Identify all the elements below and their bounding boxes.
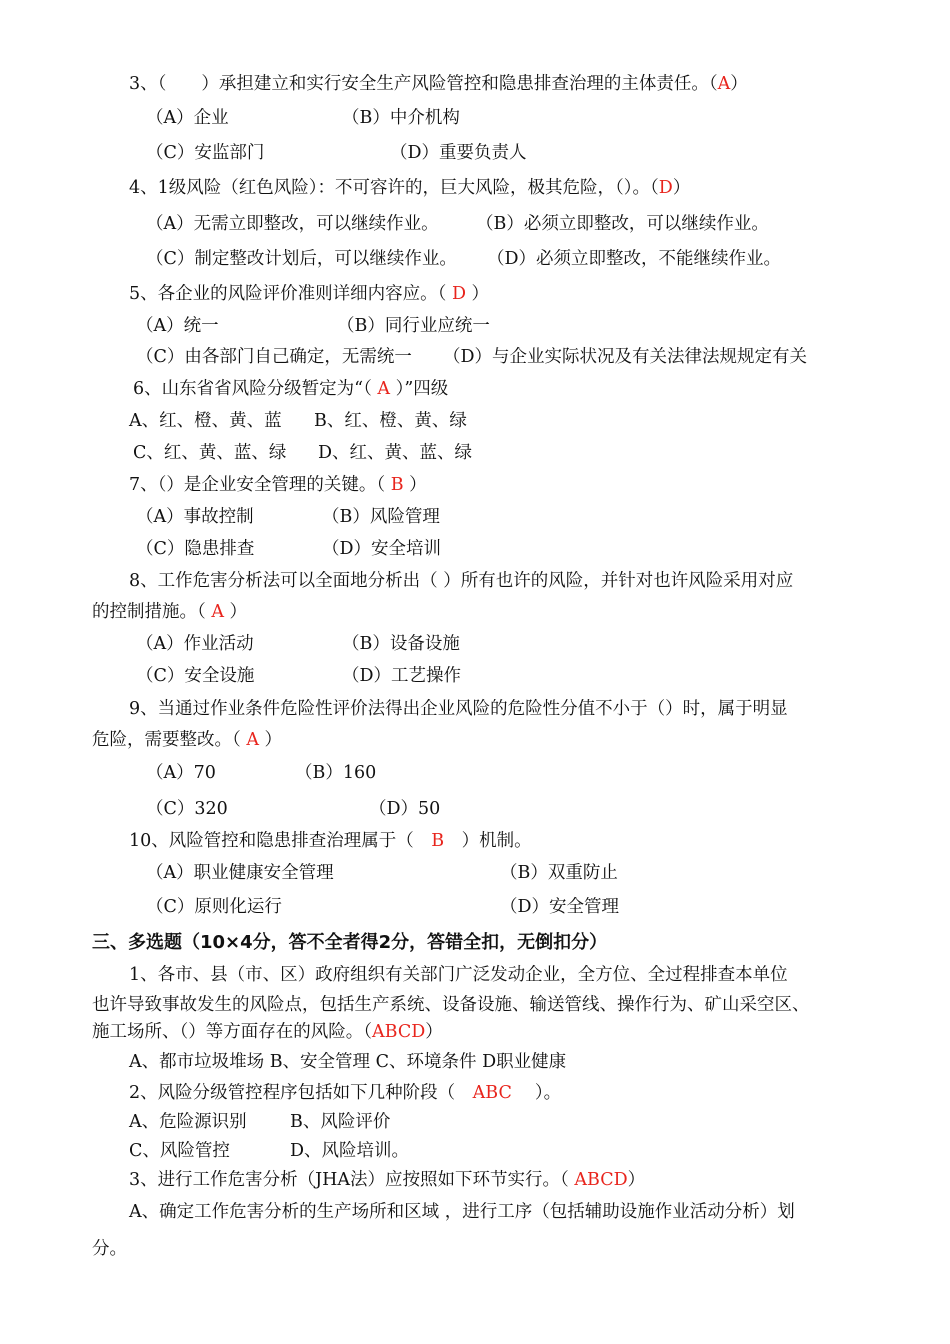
option-a: （A）职业健康安全管理 bbox=[146, 863, 334, 883]
question-10-stem: 10、风险管控和隐患排查治理属于（ B ）机制。 bbox=[129, 831, 532, 851]
option-b: （B）设备设施 bbox=[342, 634, 460, 654]
option-b: （B）中介机构 bbox=[342, 108, 460, 128]
answer-mark: ABC bbox=[472, 1083, 512, 1103]
option-a: （A）70 bbox=[146, 763, 216, 783]
multi-question-1-line1: 1、各市、县（市、区）政府组织有关部门广泛发动企业，全方位、全过程排查本单位 bbox=[129, 965, 788, 985]
option-d: （D）重要负责人 bbox=[390, 143, 527, 163]
option-b: B、风险评价 bbox=[290, 1112, 391, 1132]
option-b: （B）同行业应统一 bbox=[337, 316, 490, 336]
answer-mark: B bbox=[431, 831, 445, 851]
option-c: C、风险管控 bbox=[129, 1141, 230, 1161]
option-b: （B）风险管理 bbox=[322, 507, 440, 527]
option-a: A、危险源识别 bbox=[129, 1112, 247, 1132]
option-c: （C）安全设施 bbox=[136, 666, 255, 686]
question-9-stem-cont: 危险，需要整改。（ A ） bbox=[92, 730, 283, 750]
option-d: （D）必须立即整改，不能继续作业。 bbox=[487, 249, 782, 269]
option-c: （C）由各部门自己确定，无需统一 bbox=[136, 347, 412, 367]
option-a: （A）作业活动 bbox=[136, 634, 254, 654]
option-a: （A）统一 bbox=[136, 316, 219, 336]
option-d: （D）50 bbox=[369, 799, 441, 819]
question-5-stem: 5、各企业的风险评价准则详细内容应。（ D ） bbox=[129, 284, 490, 304]
section-heading: 三、多选题（10×4分，答不全者得2分，答错全扣，无倒扣分） bbox=[92, 932, 608, 953]
option-c: （C）原则化运行 bbox=[146, 897, 282, 917]
multi-question-1-options: A、都市垃圾堆场 B、安全管理 C、环境条件 D职业健康 bbox=[129, 1052, 567, 1072]
option-d: （D）安全培训 bbox=[322, 539, 442, 559]
option-c: C、红、黄、蓝、绿 bbox=[133, 443, 287, 463]
question-8-stem-cont: 的控制措施。（ A ） bbox=[92, 602, 248, 622]
multi-question-2-stem: 2、风险分级管控程序包括如下几种阶段（ ABC ）。 bbox=[129, 1083, 562, 1103]
option-a: （A）事故控制 bbox=[136, 507, 254, 527]
question-8-stem: 8、工作危害分析法可以全面地分析出（ ）所有也许的风险，并针对也许风险采用对应 bbox=[129, 571, 794, 591]
option-b: （B）双重防止 bbox=[500, 863, 618, 883]
answer-mark: ABCD bbox=[372, 1022, 426, 1042]
answer-mark: B bbox=[390, 475, 404, 495]
option-c: （C）隐患排查 bbox=[136, 539, 255, 559]
answer-mark: D bbox=[451, 284, 466, 304]
answer-mark: A bbox=[717, 74, 731, 94]
multi-question-1-line2: 也许导致事故发生的风险点，包括生产系统、设备设施、输送管线、操作行为、矿山采空区、 bbox=[92, 995, 810, 1015]
question-9-stem: 9、当通过作业条件危险性评价法得出企业风险的危险性分值不小于（）时，属于明显 bbox=[129, 699, 788, 719]
option-d: （D）与企业实际状况及有关法律法规规定有关 bbox=[443, 347, 808, 367]
question-3-stem: 3、（ ）承担建立和实行安全生产风险管控和隐患排查治理的主体责任。（A） bbox=[129, 74, 748, 94]
option-a: （A）企业 bbox=[146, 108, 229, 128]
option-a: （A）无需立即整改，可以继续作业。 bbox=[146, 214, 439, 234]
answer-mark: A bbox=[377, 379, 391, 399]
multi-question-1-line3: 施工场所、（）等方面存在的风险。（ABCD） bbox=[92, 1022, 443, 1042]
option-b: （B）必须立即整改，可以继续作业。 bbox=[476, 214, 769, 234]
option-d: D、红、黄、蓝、绿 bbox=[318, 443, 473, 463]
answer-mark: D bbox=[658, 178, 673, 198]
option-c: （C）安监部门 bbox=[146, 143, 265, 163]
answer-mark: A bbox=[211, 602, 224, 622]
option-b: （B）160 bbox=[295, 763, 377, 783]
answer-mark: A bbox=[246, 730, 259, 750]
question-7-stem: 7、（）是企业安全管理的关键。（ B ） bbox=[129, 475, 427, 495]
option-c: （C）制定整改计划后，可以继续作业。 bbox=[146, 249, 457, 269]
option-d: （D）安全管理 bbox=[500, 897, 620, 917]
question-6-stem: 6、山东省省风险分级暂定为“（ A ）”四级 bbox=[133, 379, 449, 399]
option-d: D、风险培训。 bbox=[290, 1141, 410, 1161]
multi-question-3-option-a-cont: 分。 bbox=[92, 1239, 127, 1259]
question-4-stem: 4、1级风险（红色风险）：不可容许的，巨大风险，极其危险，（）。（D） bbox=[129, 178, 691, 198]
multi-question-3-stem: 3、进行工作危害分析（JHA法）应按照如下环节实行。（ ABCD） bbox=[129, 1170, 646, 1190]
multi-question-3-option-a: A、确定工作危害分析的生产场所和区域 ，进行工序（包括辅助设施作业活动分析）划 bbox=[129, 1202, 795, 1222]
option-d: （D）工艺操作 bbox=[342, 666, 462, 686]
option-c: （C）320 bbox=[146, 799, 228, 819]
option-b: B、红、橙、黄、绿 bbox=[314, 411, 467, 431]
option-a: A、红、橙、黄、蓝 bbox=[129, 411, 282, 431]
answer-mark: ABCD bbox=[574, 1170, 628, 1190]
